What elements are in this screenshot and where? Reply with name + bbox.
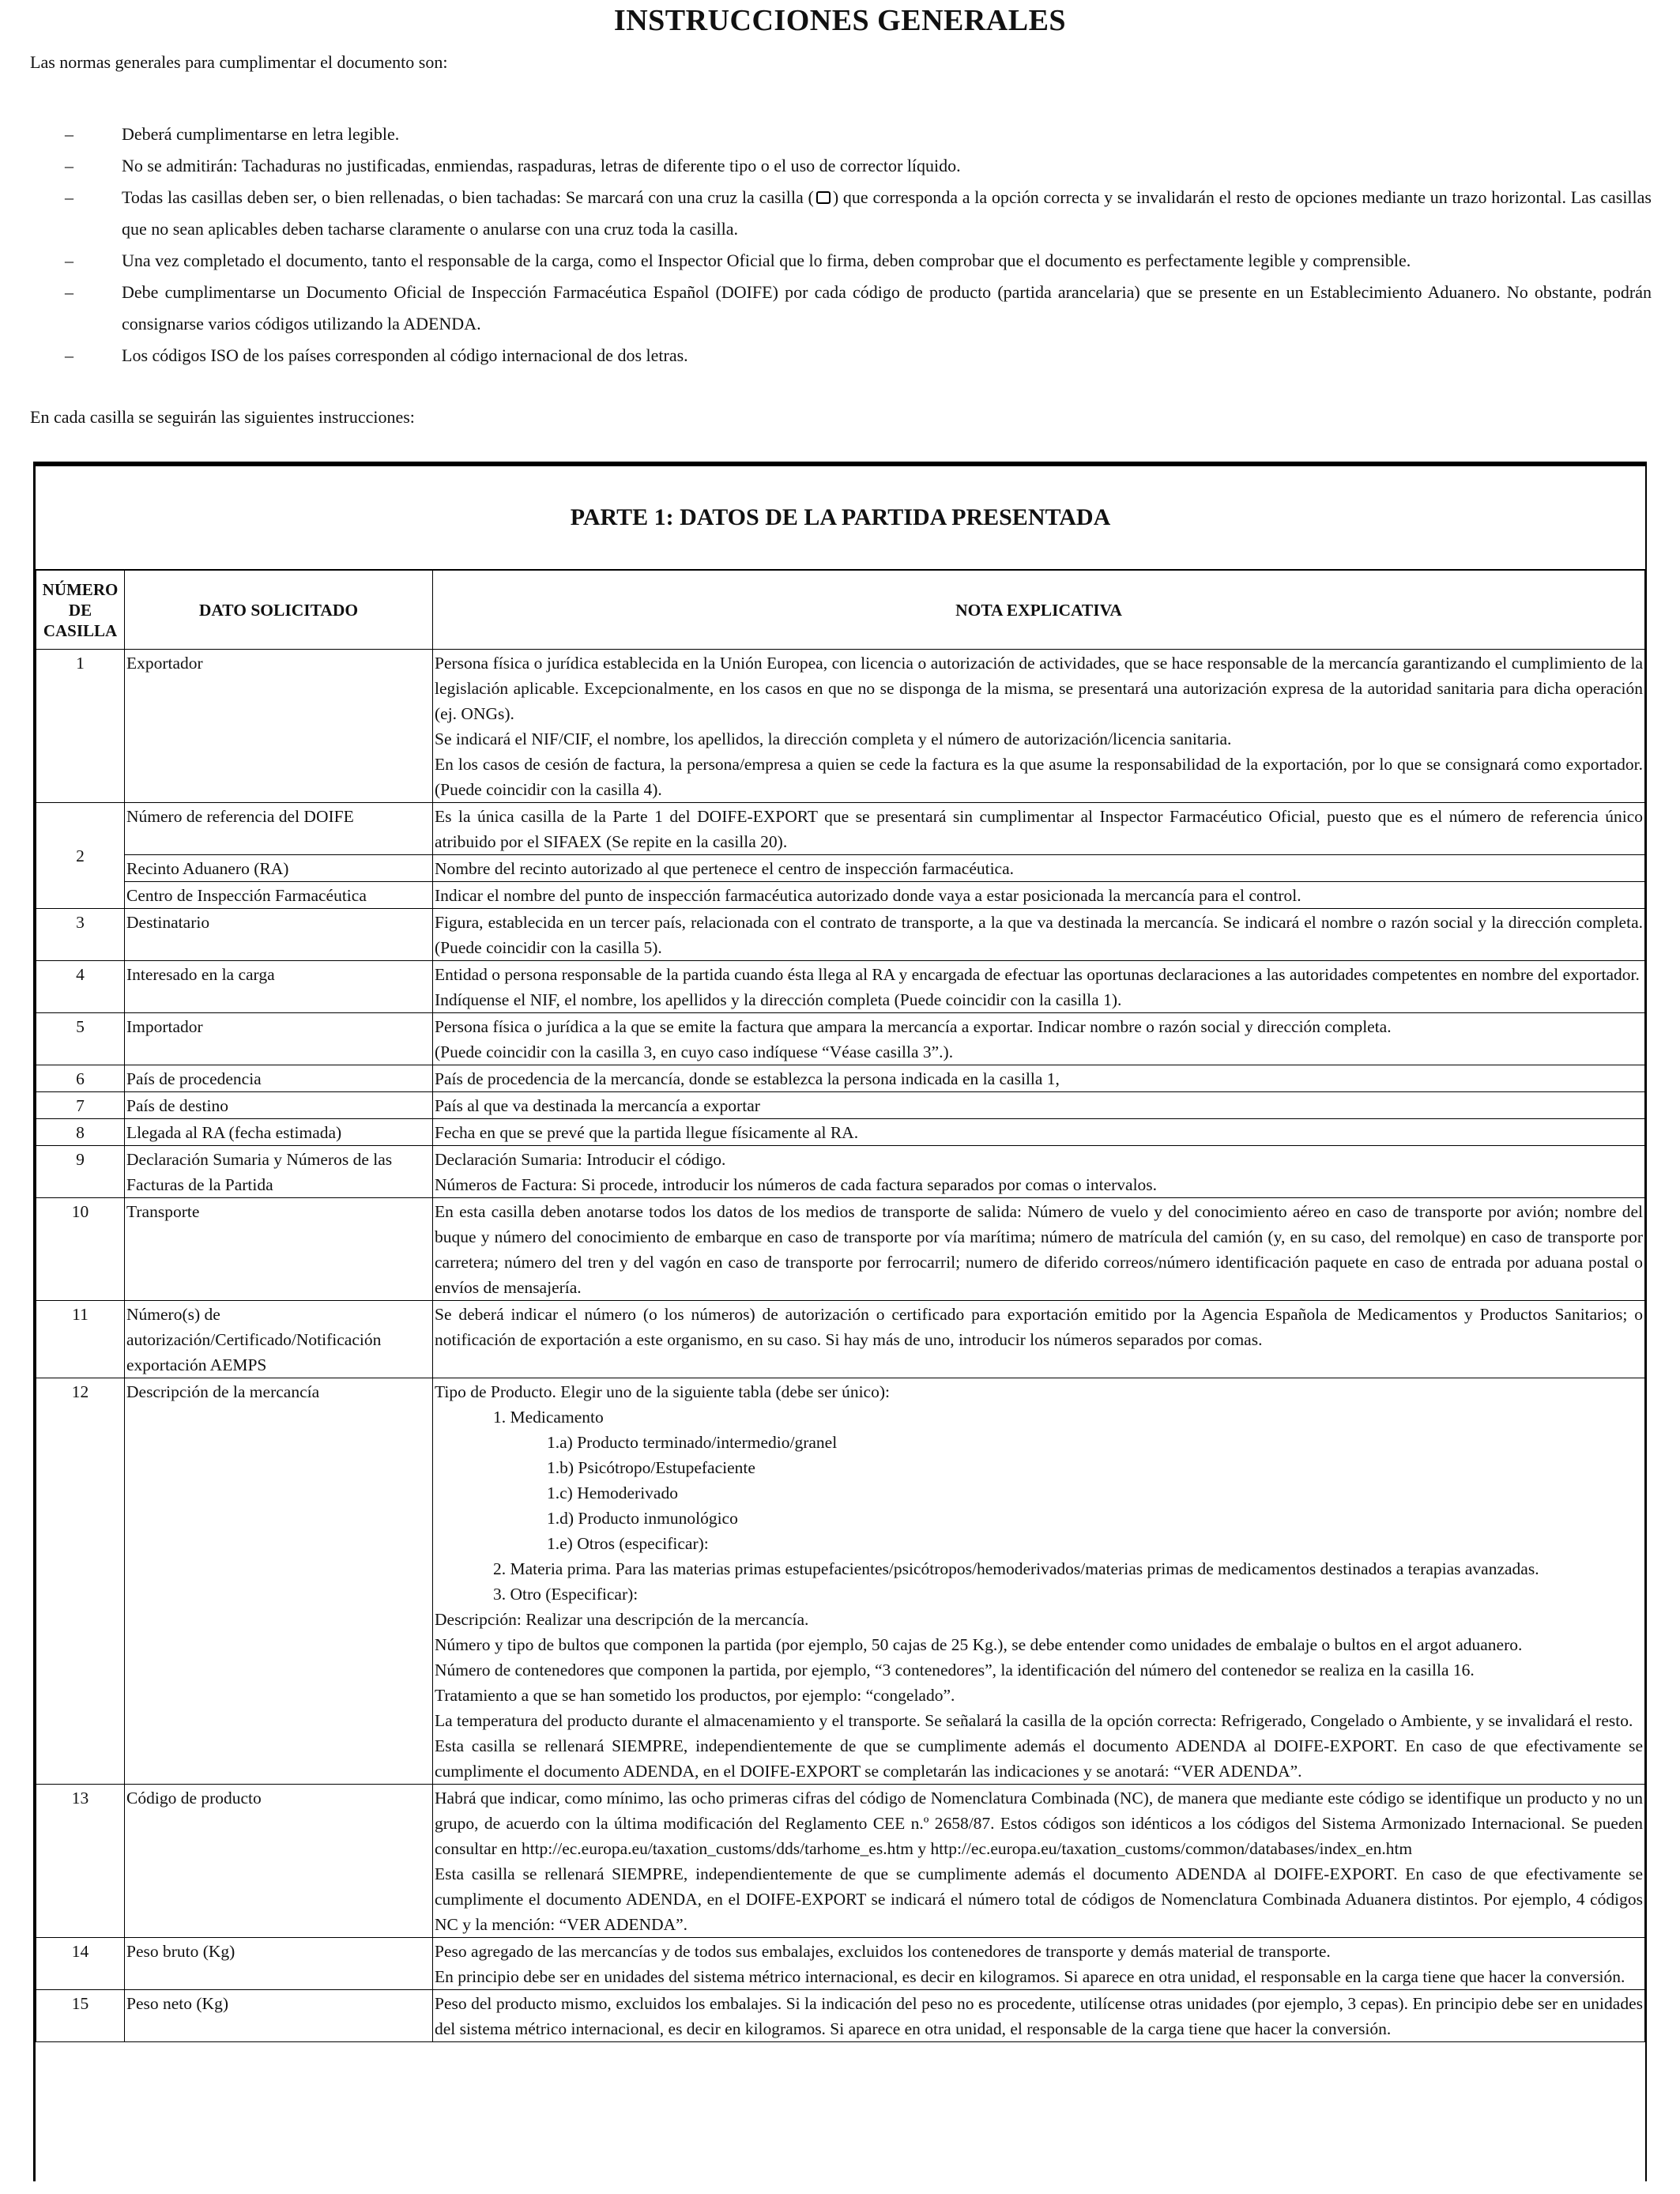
- table-row: [36, 961, 1645, 1013]
- table-row: [36, 1301, 1645, 1378]
- general-rules-list: [30, 119, 1652, 371]
- header-numero: NÚMERO DE CASILLA: [36, 571, 125, 650]
- cell-dato: Recinto Aduanero (RA): [125, 855, 433, 882]
- dash-bullet: –: [65, 124, 73, 144]
- cell-dato: País de procedencia: [125, 1065, 433, 1092]
- cell-nota: Indicar el nombre del punto de inspección farmacéutica autorizado donde vaya a estar posicionada la mercancía para el control.: [433, 882, 1645, 909]
- cell-num: 2: [36, 803, 125, 909]
- cell-dato: Peso bruto (Kg): [125, 1938, 433, 1990]
- cell-nota: Entidad o persona responsable de la partida cuando ésta llega al RA y encargada de efectuar las oportunas declaraciones a las autoridades competentes en nombre del exportador. Indíquense el NIF, el nombre, los apellidos y la dirección completa (Puede coincidir con la casilla 1).: [433, 961, 1645, 1013]
- cell-dato: Interesado en la carga: [125, 961, 433, 1013]
- cell-num: 15: [36, 1990, 125, 2042]
- cell-nota: País de procedencia de la mercancía, donde se establezca la persona indicada en la casilla 1,: [433, 1065, 1645, 1092]
- rule-text: No se admitirán: Tachaduras no justificadas, enmiendas, raspaduras, letras de diferente tipo o el uso de corrector líquido.: [122, 156, 961, 175]
- cell-nota: Figura, establecida en un tercer país, relacionada con el contrato de transporte, a la que va destinada la mercancía. Se indicará el nombre o razón social y la dirección completa. (Puede coincidir con la casilla 5).: [433, 909, 1645, 961]
- dash-bullet: –: [65, 187, 73, 207]
- table-row: [36, 1013, 1645, 1065]
- table-row: [36, 1146, 1645, 1198]
- cell-num: 9: [36, 1146, 125, 1198]
- rule-item: [30, 150, 1652, 182]
- table-row: [36, 882, 1645, 909]
- cell-dato: Descripción de la mercancía: [125, 1378, 433, 1785]
- page-title: INSTRUCCIONES GENERALES: [613, 4, 1067, 37]
- cell-num: 7: [36, 1092, 125, 1119]
- table-header-row: [36, 571, 1645, 650]
- table-row: [36, 909, 1645, 961]
- cell-dato: Llegada al RA (fecha estimada): [125, 1119, 433, 1146]
- table-row: [36, 1198, 1645, 1301]
- table-row: [36, 1119, 1645, 1146]
- cell-nota: En esta casilla deben anotarse todos los datos de los medios de transporte de salida: Número de vuelo y del conocimiento aéreo en caso de transporte por avión; nombre del buque y número del conocimiento de embarque en caso de transporte por vía marítima; número de matrícula del camión (y, en su caso, del remolque) en caso de transporte por carretera; número del tren y del vagón en caso de transporte por ferrocarril; numero de diferido correos/número identificación paquete en caso de entrada por aduana postal o envíos de mensajería.: [433, 1198, 1645, 1301]
- cell-nota: Declaración Sumaria: Introducir el código. Números de Factura: Si procede, introducir los números de cada factura separados por comas o intervalos.: [433, 1146, 1645, 1198]
- cell-nota: Habrá que indicar, como mínimo, las ocho primeras cifras del código de Nomenclatura Combinada (NC), de manera que mediante este código se identifique un producto y no un grupo, de acuerdo con la última modificación del Reglamento CEE n.º 2658/87. Estos códigos son idénticos a los códigos del Sistema Armonizado Internacional. Se pueden consultar en http://ec.europa.eu/taxation_customs/dds/tarhome_es.htm y http://ec.europa.eu/taxation_customs/common/databases/index_en.htm Esta casilla se rellenará SIEMPRE, independientemente de que se cumplimente además el documento ADENDA al DOIFE-EXPORT. En caso de que efectivamente se cumplimente el documento ADENDA, en el DOIFE-EXPORT se indicará el número total de códigos de Nomenclatura Combinada Aduanera distintos. Por ejemplo, 4 códigos NC y la mención: “VER ADENDA”.: [433, 1785, 1645, 1938]
- table-row: [36, 803, 1645, 855]
- cell-num: 6: [36, 1065, 125, 1092]
- cell-dato: Número de referencia del DOIFE: [125, 803, 433, 855]
- table-row: [36, 1938, 1645, 1990]
- table-row: [36, 1378, 1645, 1785]
- cell-dato: Centro de Inspección Farmacéutica: [125, 882, 433, 909]
- intro-text: Las normas generales para cumplimentar el documento son:: [30, 52, 448, 72]
- cell-num: 13: [36, 1785, 125, 1938]
- cell-dato: Número(s) de autorización/Certificado/Notificación exportación AEMPS: [125, 1301, 433, 1378]
- casilla-intro-text: En cada casilla se seguirán las siguientes instrucciones:: [30, 407, 415, 427]
- cell-dato: Importador: [125, 1013, 433, 1065]
- rule-item: [30, 182, 1652, 245]
- cell-num: 1: [36, 650, 125, 803]
- rule-text: Una vez completado el documento, tanto el responsable de la carga, como el Inspector Oficial que lo firma, deben comprobar que el documento es perfectamente legible y comprensible.: [122, 251, 1411, 270]
- rule-text: Debe cumplimentarse un Documento Oficial de Inspección Farmacéutica Español (DOIFE) por cada código de producto (partida arancelaria) que se presente en un Establecimiento Aduanero. No obstante, podrán consignarse varios códigos utilizando la ADENDA.: [122, 282, 1652, 334]
- cell-num: 8: [36, 1119, 125, 1146]
- cell-dato: País de destino: [125, 1092, 433, 1119]
- instructions-table: [36, 570, 1645, 2042]
- cell-num: 10: [36, 1198, 125, 1301]
- rule-item: [30, 277, 1652, 340]
- cell-dato: Declaración Sumaria y Números de las Facturas de la Partida: [125, 1146, 433, 1198]
- table-row: [36, 855, 1645, 882]
- header-nota: NOTA EXPLICATIVA: [433, 571, 1645, 650]
- cell-num: 3: [36, 909, 125, 961]
- dash-bullet: –: [65, 345, 73, 365]
- cell-nota: Es la única casilla de la Parte 1 del DOIFE-EXPORT que se presentará sin cumplimentar al Inspector Farmacéutico Oficial, puesto que es el número de referencia único atribuido por el SIFAEX (Se repite en la casilla 20).: [433, 803, 1645, 855]
- instructions-table-frame: [33, 462, 1647, 2181]
- rule-item: [30, 119, 1652, 150]
- cell-nota: Fecha en que se prevé que la partida llegue físicamente al RA.: [433, 1119, 1645, 1146]
- table-row: [36, 1065, 1645, 1092]
- header-dato: DATO SOLICITADO: [125, 571, 433, 650]
- rule-text-part: Todas las casillas deben ser, o bien rellenadas, o bien tachadas: Se marcará con una cruz la casilla (: [122, 187, 814, 207]
- rule-text: Deberá cumplimentarse en letra legible.: [122, 124, 400, 144]
- rule-text: Los códigos ISO de los países corresponden al código internacional de dos letras.: [122, 345, 688, 365]
- table-row: [36, 1785, 1645, 1938]
- table-row: [36, 1990, 1645, 2042]
- cell-nota: Peso agregado de las mercancías y de todos sus embalajes, excluidos los contenedores de transporte y demás material de transporte. En principio debe ser en unidades del sistema métrico internacional, es decir en kilogramos. Si aparece en otra unidad, el responsable en la carga tiene que hacer la conversión.: [433, 1938, 1645, 1990]
- cell-dato: Código de producto: [125, 1785, 433, 1938]
- cell-dato: Transporte: [125, 1198, 433, 1301]
- cell-num: 11: [36, 1301, 125, 1378]
- cell-num: 12: [36, 1378, 125, 1785]
- table-row: [36, 650, 1645, 803]
- table-row: [36, 1092, 1645, 1119]
- cell-num: 5: [36, 1013, 125, 1065]
- rule-item: [30, 245, 1652, 277]
- cell-dato: Peso neto (Kg): [125, 1990, 433, 2042]
- cell-num: 4: [36, 961, 125, 1013]
- cell-dato: Destinatario: [125, 909, 433, 961]
- cell-dato: Exportador: [125, 650, 433, 803]
- rule-item: [30, 340, 1652, 371]
- cell-nota: País al que va destinada la mercancía a exportar: [433, 1092, 1645, 1119]
- cell-nota: Persona física o jurídica establecida en la Unión Europea, con licencia o autorización de actividades, que se hace responsable de la mercancía garantizando el cumplimiento de la legislación aplicable. Excepcionalmente, en los casos en que no se disponga de la misma, se presentará una autorización expresa de la autoridad sanitaria para dicha operación (ej. ONGs). Se indicará el NIF/CIF, el nombre, los apellidos, la dirección completa y el número de autorización/licencia sanitaria. En los casos de cesión de factura, la persona/empresa a quien se cede la factura es la que asume la responsabilidad de la exportación, por lo que se consignará como exportador. (Puede coincidir con la casilla 4).: [433, 650, 1645, 803]
- cell-nota: Peso del producto mismo, excluidos los embalajes. Si la indicación del peso no es procedente, utilícense otras unidades (por ejemplo, 3 cepas). En principio debe ser en unidades del sistema métrico internacional, es decir en kilogramos. Si aparece en otra unidad, el responsable de la carga tiene que hacer la conversión.: [433, 1990, 1645, 2042]
- rule-text-part: ) que corresponda a la opción correcta y se invalidarán el resto de opciones mediante un trazo horizontal. Las casillas que no sean aplicables deben tacharse claramente o anularse con una cruz toda la casilla.: [122, 187, 1652, 239]
- rule-text: [122, 182, 1652, 245]
- dash-bullet: –: [65, 251, 73, 270]
- cell-num: 14: [36, 1938, 125, 1990]
- part-title: PARTE 1: DATOS DE LA PARTIDA PRESENTADA: [36, 466, 1645, 570]
- dash-bullet: –: [65, 156, 73, 175]
- dash-bullet: –: [65, 282, 73, 302]
- checkbox-icon: [816, 191, 831, 204]
- cell-nota: Persona física o jurídica a la que se emite la factura que ampara la mercancía a exportar. Indicar nombre o razón social y dirección completa. (Puede coincidir con la casilla 3, en cuyo caso indíquese “Véase casilla 3”.).: [433, 1013, 1645, 1065]
- cell-nota: Tipo de Producto. Elegir uno de la siguiente tabla (debe ser único): 1. Medicamento 1.a) Producto terminado/intermedio/granel 1.b) Psicótropo/Estupefaciente 1.c) Hemoderivado 1.d) Producto inmunológico 1.e) Otros (especificar): 2. Materia prima. Para las materias primas estupefacientes/psicótropos/hemoderivados/materias primas de medicamentos destinados a terapias avanzadas. 3. Otro (Especificar): Descripción: Realizar una descripción de la mercancía. Número y tipo de bultos que componen la partida (por ejemplo, 50 cajas de 25 Kg.), se debe entender como unidades de embalaje o bultos en el argot aduanero. Número de contenedores que componen la partida, por ejemplo, “3 contenedores”, la identificación del número del contenedor se realiza en la casilla 16. Tratamiento a que se han sometido los productos, por ejemplo: “congelado”. La temperatura del producto durante el almacenamiento y el transporte. Se señalará la casilla de la opción correcta: Refrigerado, Congelado o Ambiente, y se invalidará el resto. Esta casilla se rellenará SIEMPRE, independientemente de que se cumplimente además el documento ADENDA al DOIFE-EXPORT. En caso de que efectivamente se cumplimente el documento ADENDA, en el DOIFE-EXPORT se completarán las indicaciones y se anotará: “VER ADENDA”.: [433, 1378, 1645, 1785]
- cell-nota: Se deberá indicar el número (o los números) de autorización o certificado para exportación emitido por la Agencia Española de Medicamentos y Productos Sanitarios; o notificación de exportación a este organismo, en su caso. Si hay más de uno, introducir los números separados por comas.: [433, 1301, 1645, 1378]
- cell-nota: Nombre del recinto autorizado al que pertenece el centro de inspección farmacéutica.: [433, 855, 1645, 882]
